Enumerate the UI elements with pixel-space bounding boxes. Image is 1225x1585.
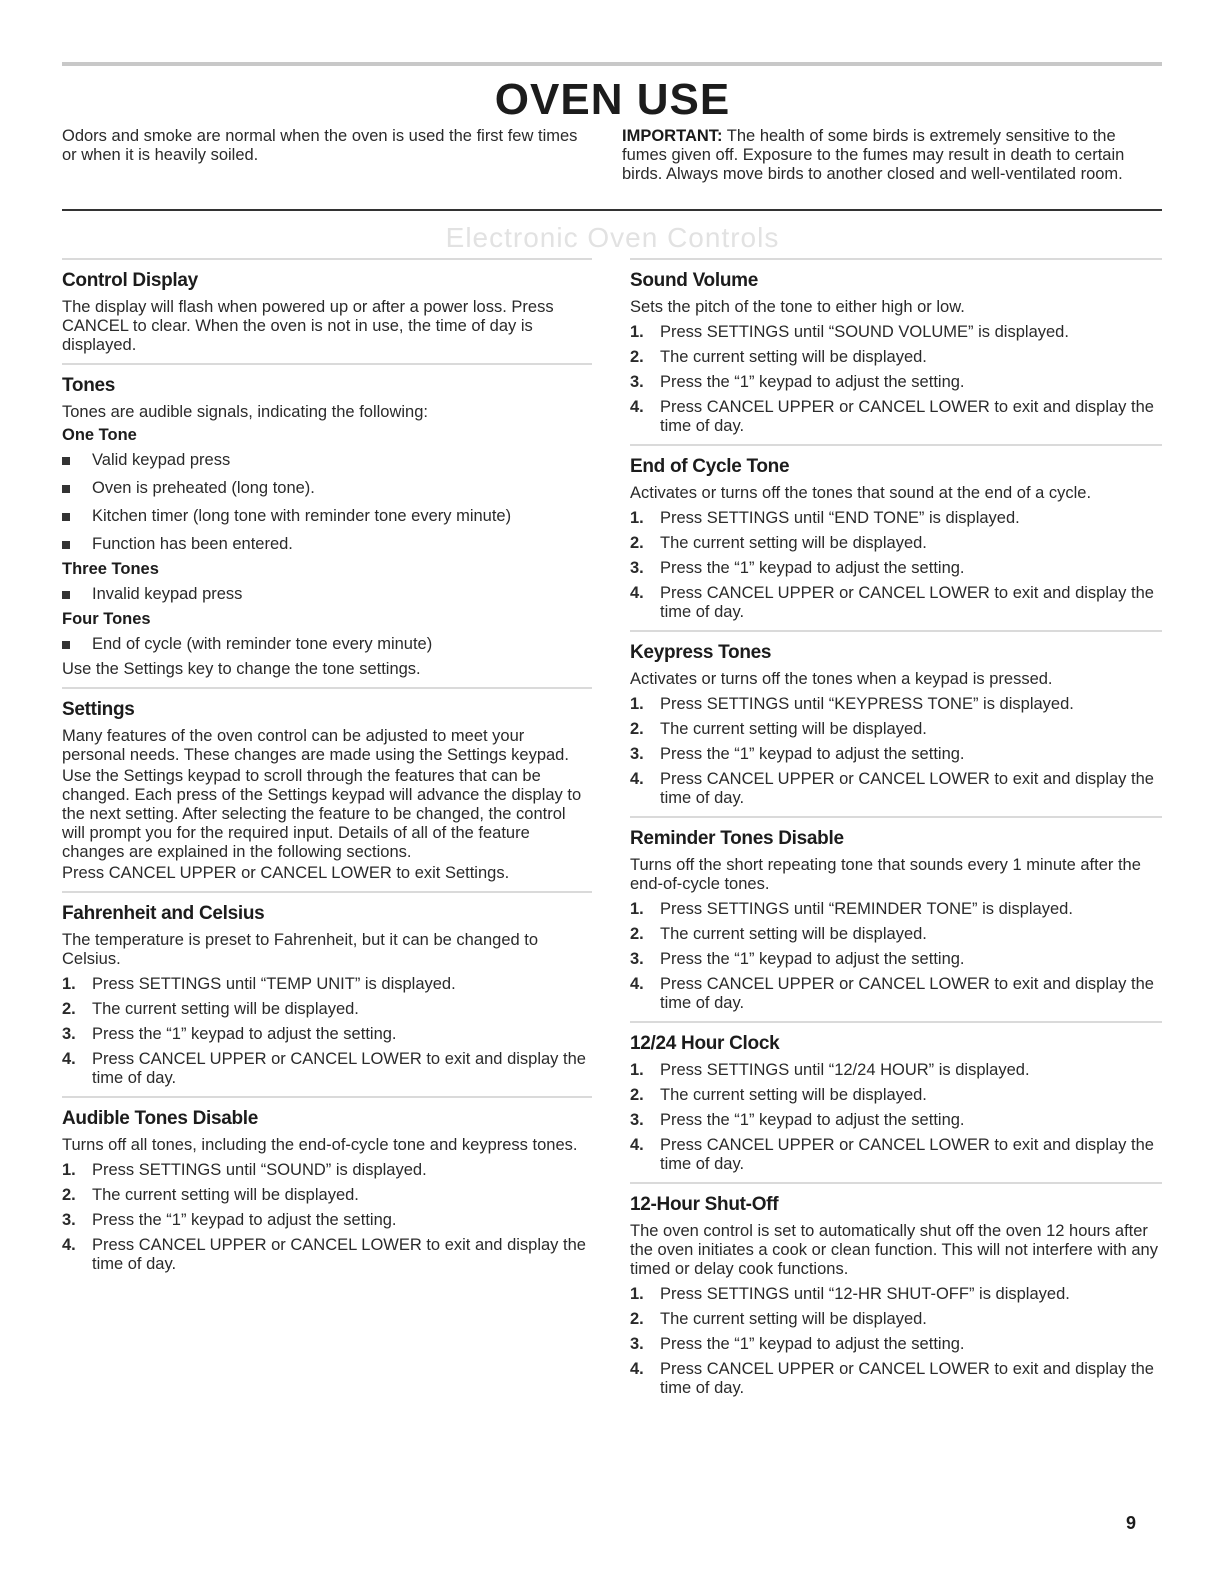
clock-section bbox=[630, 1021, 1162, 1174]
important-text: The health of some birds is extremely sensitive to the fumes given off. Exposure to the fumes may result in death to certain birds. Always move birds to another closed and well-ventilated room. bbox=[622, 127, 1125, 183]
section-heading: End of Cycle Tone bbox=[630, 456, 790, 477]
list-item: 1. Press SETTINGS until “SOUND” is displayed. bbox=[62, 1161, 427, 1179]
three-tones-list bbox=[62, 585, 592, 604]
list-item: 2. The current setting will be displayed. bbox=[630, 1086, 927, 1104]
list-item: 2. The current setting will be displayed. bbox=[62, 1186, 359, 1204]
sound-volume-section bbox=[630, 258, 1162, 436]
tones-section bbox=[62, 363, 592, 679]
list-item: 1. Press SETTINGS until “SOUND VOLUME” is displayed. bbox=[630, 323, 1069, 341]
list-item: Invalid keypad press bbox=[62, 585, 592, 604]
list-item: 2. The current setting will be displayed. bbox=[630, 1310, 927, 1328]
list-item: Function has been entered. bbox=[62, 535, 592, 554]
list-item: 4. Press CANCEL UPPER or CANCEL LOWER to exit and display the time of day. bbox=[630, 770, 1154, 807]
list-item: 3. Press the “1” keypad to adjust the setting. bbox=[630, 559, 965, 577]
list-item: 4. Press CANCEL UPPER or CANCEL LOWER to exit and display the time of day. bbox=[630, 1360, 1154, 1397]
one-tone-label: One Tone bbox=[62, 426, 137, 444]
section-body: The temperature is preset to Fahrenheit, but it can be changed to Celsius. bbox=[62, 931, 539, 968]
list-item: 1. Press SETTINGS until “KEYPRESS TONE” is displayed. bbox=[630, 695, 1074, 713]
section-heading: Sound Volume bbox=[630, 270, 758, 291]
list-item: 4. Press CANCEL UPPER or CANCEL LOWER to exit and display the time of day. bbox=[630, 398, 1154, 435]
section-heading: 12-Hour Shut-Off bbox=[630, 1194, 779, 1215]
list-item: Valid keypad press bbox=[62, 451, 592, 470]
page-number: 9 bbox=[1126, 1513, 1137, 1533]
section-heading: Fahrenheit and Celsius bbox=[62, 903, 265, 924]
shutoff-section bbox=[630, 1182, 1162, 1398]
list-item: 3. Press the “1” keypad to adjust the setting. bbox=[630, 745, 965, 763]
section-body: Turns off all tones, including the end-of-cycle tone and keypress tones. bbox=[62, 1136, 578, 1154]
three-tones-label: Three Tones bbox=[62, 560, 159, 578]
list-item: 4. Press CANCEL UPPER or CANCEL LOWER to exit and display the time of day. bbox=[630, 1136, 1154, 1173]
list-item: 3. Press the “1” keypad to adjust the setting. bbox=[62, 1211, 397, 1229]
list-item: Kitchen timer (long tone with reminder tone every minute) bbox=[62, 507, 592, 526]
list-item: Oven is preheated (long tone). bbox=[62, 479, 592, 498]
section-body: Sets the pitch of the tone to either high or low. bbox=[630, 298, 965, 316]
list-item: 2. The current setting will be displayed. bbox=[630, 925, 927, 943]
audible-tones-section bbox=[62, 1096, 592, 1274]
section-heading: Audible Tones Disable bbox=[62, 1108, 259, 1129]
list-item: 4. Press CANCEL UPPER or CANCEL LOWER to exit and display the time of day. bbox=[630, 975, 1154, 1012]
list-item: 1. Press SETTINGS until “REMINDER TONE” is displayed. bbox=[630, 900, 1073, 918]
list-item: 1. Press SETTINGS until “END TONE” is displayed. bbox=[630, 509, 1020, 527]
steps-list bbox=[630, 695, 1162, 808]
fahrenheit-section bbox=[62, 891, 592, 1088]
steps-list bbox=[630, 1285, 1162, 1398]
intro-important bbox=[622, 127, 1162, 184]
list-item: 2. The current setting will be displayed. bbox=[630, 720, 927, 738]
section-body: Use the Settings key to change the tone settings. bbox=[62, 660, 421, 678]
section-body: Tones are audible signals, indicating the following: bbox=[62, 403, 428, 421]
important-label: IMPORTANT: bbox=[622, 127, 723, 145]
steps-list bbox=[630, 323, 1162, 436]
list-item: 2. The current setting will be displayed. bbox=[62, 1000, 359, 1018]
end-of-cycle-section bbox=[630, 444, 1162, 622]
intro-odors: Odors and smoke are normal when the oven is used the first few times or when it is heavily soiled. bbox=[62, 127, 578, 164]
section-body: Many features of the oven control can be adjusted to meet your personal needs. These changes are made using the Settings keypad. bbox=[62, 727, 569, 764]
section-body: The oven control is set to automatically shut off the oven 12 hours after the oven initiates a cook or clean function. This will not interfere with any timed or delay cook functions. bbox=[630, 1222, 1158, 1278]
list-item: 4. Press CANCEL UPPER or CANCEL LOWER to exit and display the time of day. bbox=[62, 1050, 586, 1087]
list-item: 2. The current setting will be displayed. bbox=[630, 534, 927, 552]
steps-list bbox=[630, 1061, 1162, 1174]
list-item: 3. Press the “1” keypad to adjust the setting. bbox=[62, 1025, 397, 1043]
list-item: 4. Press CANCEL UPPER or CANCEL LOWER to exit and display the time of day. bbox=[62, 1236, 586, 1273]
list-item: 1. Press SETTINGS until “12/24 HOUR” is displayed. bbox=[630, 1061, 1030, 1079]
control-display-section bbox=[62, 258, 592, 355]
list-item: 3. Press the “1” keypad to adjust the setting. bbox=[630, 950, 965, 968]
top-rule bbox=[62, 62, 1162, 66]
list-item: 1. Press SETTINGS until “12-HR SHUT-OFF” is displayed. bbox=[630, 1285, 1070, 1303]
section-body: Activates or turns off the tones that sound at the end of a cycle. bbox=[630, 484, 1092, 502]
list-item: 3. Press the “1” keypad to adjust the setting. bbox=[630, 1335, 965, 1353]
section-body: Turns off the short repeating tone that sounds every 1 minute after the end-of-cycle tones. bbox=[630, 856, 1141, 893]
section-heading: Keypress Tones bbox=[630, 642, 772, 663]
list-item: 4. Press CANCEL UPPER or CANCEL LOWER to exit and display the time of day. bbox=[630, 584, 1154, 621]
steps-list bbox=[630, 900, 1162, 1013]
list-item: End of cycle (with reminder tone every minute) bbox=[62, 635, 592, 654]
section-heading: 12/24 Hour Clock bbox=[630, 1033, 780, 1054]
section-body: Press CANCEL UPPER or CANCEL LOWER to exit Settings. bbox=[62, 864, 510, 882]
right-column bbox=[630, 258, 1162, 1406]
section-heading: Control Display bbox=[62, 270, 198, 291]
section-rule bbox=[62, 209, 1162, 211]
reminder-tones-section bbox=[630, 816, 1162, 1013]
steps-list bbox=[62, 1161, 592, 1274]
four-tones-list bbox=[62, 635, 592, 654]
four-tones-label: Four Tones bbox=[62, 610, 151, 628]
section-body: Use the Settings keypad to scroll through the features that can be changed. Each press of the Settings keypad will advance the display to the next setting. After selecting the feature to be changed, the control will prompt you for the required input. Details of all of the feature changes are explained in the following sections. bbox=[62, 767, 582, 861]
section-body: The display will flash when powered up or after a power loss. Press CANCEL to clear. When the oven is not in use, the time of day is displayed. bbox=[62, 298, 554, 354]
left-column bbox=[62, 258, 592, 1282]
steps-list bbox=[630, 509, 1162, 622]
list-item: 3. Press the “1” keypad to adjust the setting. bbox=[630, 1111, 965, 1129]
section-heading: Settings bbox=[62, 699, 135, 720]
list-item: 1. Press SETTINGS until “TEMP UNIT” is displayed. bbox=[62, 975, 456, 993]
steps-list bbox=[62, 975, 592, 1088]
section-title: Electronic Oven Controls bbox=[445, 222, 780, 253]
settings-section bbox=[62, 687, 592, 883]
section-heading: Reminder Tones Disable bbox=[630, 828, 844, 849]
list-item: 3. Press the “1” keypad to adjust the setting. bbox=[630, 373, 965, 391]
section-heading: Tones bbox=[62, 375, 116, 396]
section-body: Activates or turns off the tones when a keypad is pressed. bbox=[630, 670, 1053, 688]
list-item: 2. The current setting will be displayed. bbox=[630, 348, 927, 366]
page-title: OVEN USE bbox=[494, 75, 731, 124]
keypress-tones-section bbox=[630, 630, 1162, 808]
one-tone-list bbox=[62, 451, 592, 554]
